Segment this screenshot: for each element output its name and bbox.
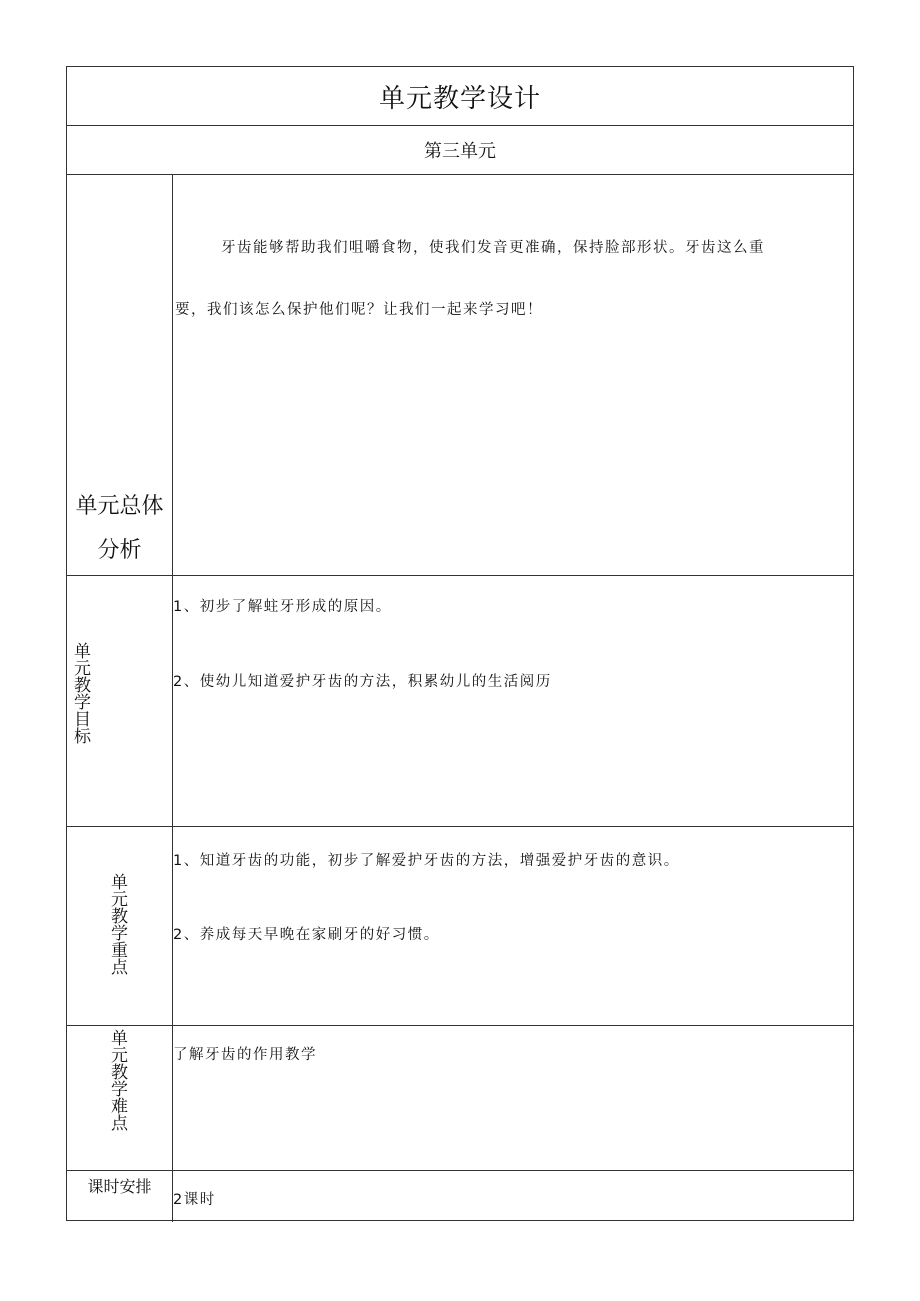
row-label-teaching-focus: 单元教学重点 — [107, 873, 127, 975]
row-label-overall-analysis — [67, 487, 172, 571]
row-label-teaching-goals: 单元教学目标 — [70, 642, 90, 744]
row-divider — [67, 174, 853, 175]
row-divider — [67, 575, 853, 576]
overall-analysis-text: 牙齿能够帮助我们咀嚼食物，使我们发音更准确，保持脸部形状。牙齿这么重要，我们该怎么保护他们呢？让我们一起来学习吧！ — [175, 240, 765, 318]
focus-item: 2、养成每天早晚在家刷牙的好习惯。 — [173, 927, 440, 943]
goal-item: 2、使幼儿知道爱护牙齿的方法，积累幼儿的生活阅历 — [173, 674, 552, 690]
unit-design-table — [66, 66, 854, 1221]
unit-name: 第三单元 — [424, 141, 496, 162]
row-divider — [67, 826, 853, 827]
row-label-line: 分析 — [97, 538, 142, 563]
row-label-teaching-difficulty: 单元教学难点 — [107, 1029, 127, 1131]
goal-item: 1、初步了解蛀牙形成的原因。 — [173, 599, 392, 615]
focus-item: 1、知道牙齿的功能，初步了解爱护牙齿的方法，增强爱护牙齿的意识。 — [173, 853, 680, 869]
difficulty-text: 了解牙齿的作用教学 — [173, 1047, 317, 1063]
column-divider — [172, 175, 173, 1222]
row-label-line: 单元总体 — [75, 494, 164, 519]
document-title: 单元教学设计 — [378, 83, 541, 114]
class-hours-value: 2课时 — [173, 1192, 216, 1208]
row-divider — [67, 1170, 853, 1171]
row-divider — [67, 1025, 853, 1026]
row-label-class-hours: 课时安排 — [87, 1177, 152, 1196]
